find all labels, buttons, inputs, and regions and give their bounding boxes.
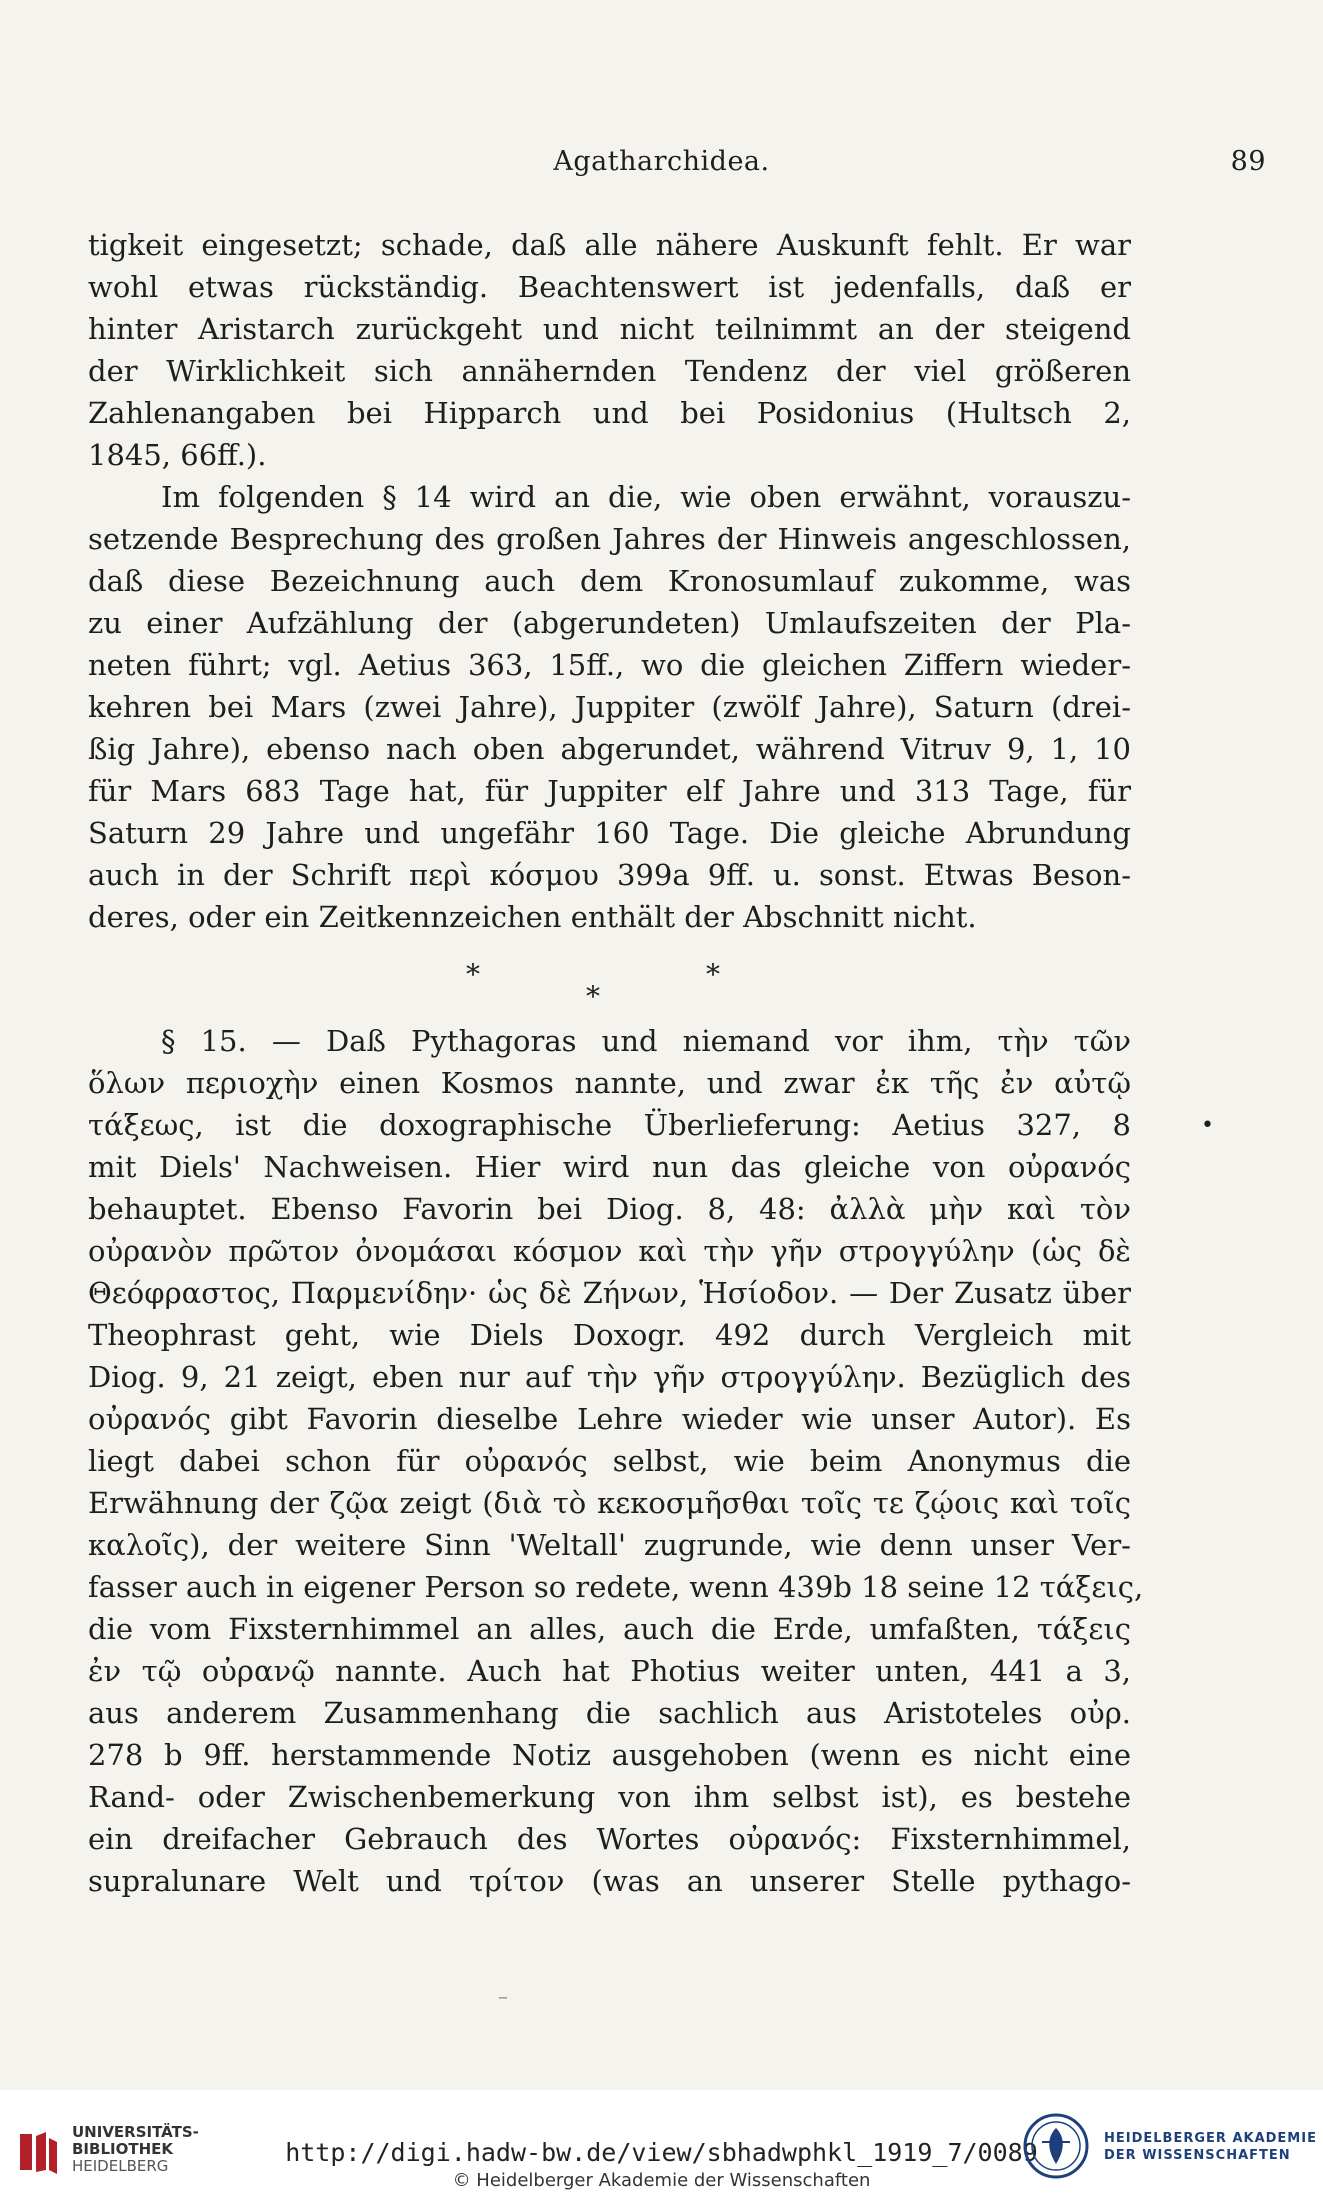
footer: [0, 2090, 1323, 2196]
running-title: Agatharchidea.: [553, 146, 770, 177]
divider-asterisk: *: [706, 958, 720, 991]
text-line: τάξεως, ist die doxographische Überlieferung: Aetius 327, 8: [88, 1108, 1131, 1142]
text-line: auch in der Schrift περὶ κόσμου 399a 9ff. u. sonst. Etwas Beson-: [88, 858, 1131, 892]
text-line: Erwähnung der ζῷα zeigt (διὰ τὸ κεκοσμῆσθαι τοῖς τε ζῴοις καὶ τοῖς: [88, 1486, 1131, 1520]
text-line: supralunare Welt und τρίτον (was an unserer Stelle pythago-: [88, 1864, 1131, 1898]
text-line: daß diese Bezeichnung auch dem Kronosumlauf zukomme, was: [88, 564, 1131, 598]
copyright-notice: © Heidelberger Akademie der Wissenschaften: [452, 2170, 871, 2191]
text-line: liegt dabei schon für οὐρανός selbst, wie beim Anonymus die: [88, 1444, 1131, 1478]
text-line: ὅλων περιοχὴν einen Kosmos nannte, und zwar ἐκ τῆς ἐν αὐτῷ: [88, 1066, 1131, 1100]
text-line: der Wirklichkeit sich annähernden Tendenz der viel größeren: [88, 354, 1131, 388]
text-line: behauptet. Ebenso Favorin bei Diog. 8, 48: ἀλλὰ μὴν καὶ τὸν: [88, 1192, 1131, 1226]
university-library-name: [72, 2124, 199, 2175]
text-line: wohl etwas rückständig. Beachtenswert ist jedenfalls, daß er: [88, 270, 1131, 304]
text-line: neten führt; vgl. Aetius 363, 15ff., wo die gleichen Ziffern wieder-: [88, 648, 1131, 682]
text-line: Saturn 29 Jahre und ungefähr 160 Tage. Die gleiche Abrundung: [88, 816, 1131, 850]
university-library-logo-icon: [16, 2130, 60, 2176]
running-head: [0, 146, 1323, 182]
academy-seal-icon: [1022, 2112, 1090, 2180]
text-line: setzende Besprechung des großen Jahres der Hinweis angeschlossen,: [88, 522, 1131, 556]
text-line: kehren bei Mars (zwei Jahre), Juppiter (zwölf Jahre), Saturn (drei-: [88, 690, 1131, 724]
academy-name: [1104, 2130, 1317, 2164]
text-line: Rand- oder Zwischenbemerkung von ihm selbst ist), es bestehe: [88, 1780, 1131, 1814]
text-line: ein dreifacher Gebrauch des Wortes οὐρανός: Fixsternhimmel,: [88, 1822, 1131, 1856]
text-line: für Mars 683 Tage hat, für Juppiter elf Jahre und 313 Tage, für: [88, 774, 1131, 808]
pencil-mark: –: [498, 1984, 508, 2008]
library-name-line: HEIDELBERG: [72, 2157, 169, 2175]
text-line: tigkeit eingesetzt; schade, daß alle nähere Auskunft fehlt. Er war: [88, 228, 1131, 262]
text-line: ἐν τῷ οὐρανῷ nannte. Auch hat Photius weiter unten, 441 a 3,: [88, 1654, 1131, 1688]
text-line: ßig Jahre), ebenso nach oben abgerundet, während Vitruv 9, 1, 10: [88, 732, 1131, 766]
text-line: fasser auch in eigener Person so redete, wenn 439b 18 seine 12 τάξεις,: [88, 1570, 1144, 1604]
text-line: Θεόφραστος, Παρμενίδην· ὡς δὲ Ζήνων, Ἡσίοδον. — Der Zusatz über: [88, 1276, 1131, 1310]
text-line: zu einer Aufzählung der (abgerundeten) Umlaufszeiten der Pla-: [88, 606, 1131, 640]
section-start-line: § 15. — Daß Pythagoras und niemand vor ihm, τὴν τῶν: [161, 1024, 1131, 1058]
text-line: Diog. 9, 21 zeigt, eben nur auf τὴν γῆν στρογγύλην. Bezüglich des: [88, 1360, 1131, 1394]
text-line: 278 b 9ff. herstammende Notiz ausgehoben (wenn es nicht eine: [88, 1738, 1131, 1772]
text-line: mit Diels' Nachweisen. Hier wird nun das gleiche von οὐρανός: [88, 1150, 1131, 1184]
text-line: οὐρανὸν πρῶτον ὀνομάσαι κόσμον καὶ τὴν γῆν στρογγύλην (ὡς δὲ: [88, 1234, 1131, 1268]
margin-dot: •: [1201, 1113, 1214, 1138]
divider-asterisk: *: [466, 958, 480, 991]
text-line: Zahlenangaben bei Hipparch und bei Posidonius (Hultsch 2,: [88, 396, 1131, 430]
page-number: 89: [1230, 146, 1266, 177]
library-name-line: BIBLIOTHEK: [72, 2140, 173, 2158]
text-line: Theophrast geht, wie Diels Doxogr. 492 durch Vergleich mit: [88, 1318, 1131, 1352]
paragraph-start-line: Im folgenden § 14 wird an die, wie oben erwähnt, vorauszu-: [161, 480, 1131, 514]
text-line: hinter Aristarch zurückgeht und nicht teilnimmt an der steigend: [88, 312, 1131, 346]
library-name-line: UNIVERSITÄTS-: [72, 2123, 199, 2141]
section-divider: [0, 958, 1323, 1028]
text-line: καλοῖς), der weitere Sinn 'Weltall' zugrunde, wie denn unser Ver-: [88, 1528, 1131, 1562]
text-line: aus anderem Zusammenhang die sachlich aus Aristoteles οὐρ.: [88, 1696, 1131, 1730]
academy-name-line: HEIDELBERGER AKADEMIE: [1104, 2131, 1317, 2146]
body-text: [88, 224, 1144, 1902]
academy-name-line: DER WISSENSCHAFTEN: [1104, 2148, 1291, 2163]
text-line: die vom Fixsternhimmel an alles, auch die Erde, umfaßten, τάξεις: [88, 1612, 1131, 1646]
divider-asterisk: *: [586, 980, 600, 1013]
text-line: 1845, 66ff.).: [88, 438, 267, 472]
permalink-url[interactable]: http://digi.hadw-bw.de/view/sbhadwphkl_1919_7/0089: [285, 2138, 1038, 2167]
text-line: οὐρανός gibt Favorin dieselbe Lehre wieder wie unser Autor). Es: [88, 1402, 1131, 1436]
text-line: deres, oder ein Zeitkennzeichen enthält der Abschnitt nicht.: [88, 900, 977, 934]
